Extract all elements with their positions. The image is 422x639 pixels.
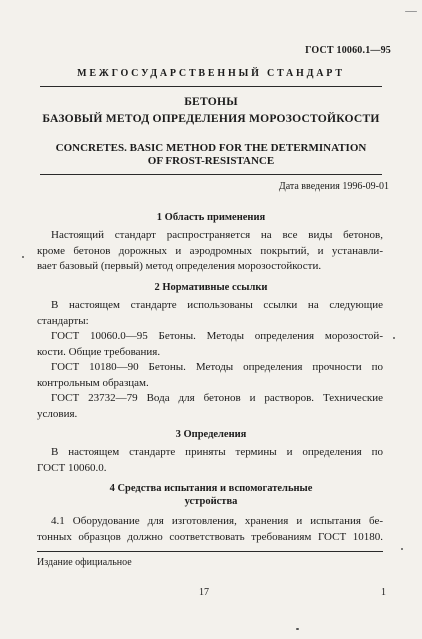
section-4-paragraph [37, 514, 383, 545]
official-edition-note: Издание официальное [37, 557, 132, 568]
section-4-heading-line-1: 4 Средства испытания и вспомогательные [109, 483, 313, 494]
text-line: тонных образцов должно соответствовать требованиям ГОСТ 10180. [37, 530, 383, 543]
section-4-heading-line-2: устройства [184, 496, 238, 507]
text-line: ГОСТ 23732—79 Вода для бетонов и растворов. Технические [51, 392, 383, 404]
scan-speck [401, 548, 403, 550]
title-en-line-1: CONCRETES. BASIC METHOD FOR THE DETERMINATION [55, 142, 367, 154]
title-ru-line-1: БЕТОНЫ [184, 95, 238, 108]
page-number-center: 17 [199, 587, 209, 598]
title-rule-bottom [40, 174, 382, 175]
text-line: условия. [37, 407, 78, 420]
section-2-paragraph-2 [37, 329, 383, 360]
section-2-paragraph-4 [37, 391, 383, 422]
scan-speck [393, 337, 395, 339]
page-number-right: 1 [381, 587, 386, 598]
introduction-date: Дата введения 1996-09-01 [278, 181, 389, 192]
text-line: стандарты: [37, 314, 89, 327]
document-code: ГОСТ 10060.1—95 [305, 45, 391, 56]
text-line: кости. Общие требования. [37, 345, 161, 358]
section-3-heading: 3 Определения [175, 429, 247, 440]
section-4-heading [40, 482, 382, 508]
section-2-heading: 2 Нормативные ссылки [154, 282, 268, 293]
section-2-paragraph-1 [37, 298, 383, 329]
text-line: В настоящем стандарте приняты термины и определения по [51, 446, 383, 458]
section-1-heading: 1 Область применения [156, 212, 266, 223]
title-rule-top [40, 86, 382, 87]
text-line: вает базовый (первый) метод определения морозостойкости. [37, 260, 322, 272]
section-1-paragraph [37, 228, 383, 275]
scan-speck [405, 11, 417, 12]
text-line: Настоящий стандарт распространяется на все виды бетонов, [51, 229, 383, 241]
title-ru-line-2: БАЗОВЫЙ МЕТОД ОПРЕДЕЛЕНИЯ МОРОЗОСТОЙКОСТИ [42, 112, 380, 125]
text-line: кроме бетонов дорожных и аэродромных покрытий, и устанавли- [37, 244, 383, 257]
title-russian [40, 93, 382, 127]
text-line: ГОСТ 10060.0—95 Бетоны. Методы определения морозостой- [51, 330, 383, 342]
scan-speck [22, 256, 24, 258]
text-line: ГОСТ 10180—90 Бетоны. Методы определения прочности по [51, 361, 383, 373]
section-3-paragraph [37, 445, 383, 476]
title-en-line-2: OF FROST-RESISTANCE [147, 155, 275, 167]
standard-type: МЕЖГОСУДАРСТВЕННЫЙ СТАНДАРТ [77, 68, 345, 79]
footer-rule [37, 551, 383, 552]
section-2-paragraph-3 [37, 360, 383, 391]
title-english [40, 142, 382, 168]
text-line: контрольным образцам. [37, 376, 149, 389]
text-line: ГОСТ 10060.0. [37, 461, 107, 474]
text-line: 4.1 Оборудование для изготовления, хранения и испытания бе- [51, 515, 383, 527]
scan-speck [296, 628, 299, 630]
text-line: В настоящем стандарте использованы ссылки на следующие [51, 299, 383, 311]
